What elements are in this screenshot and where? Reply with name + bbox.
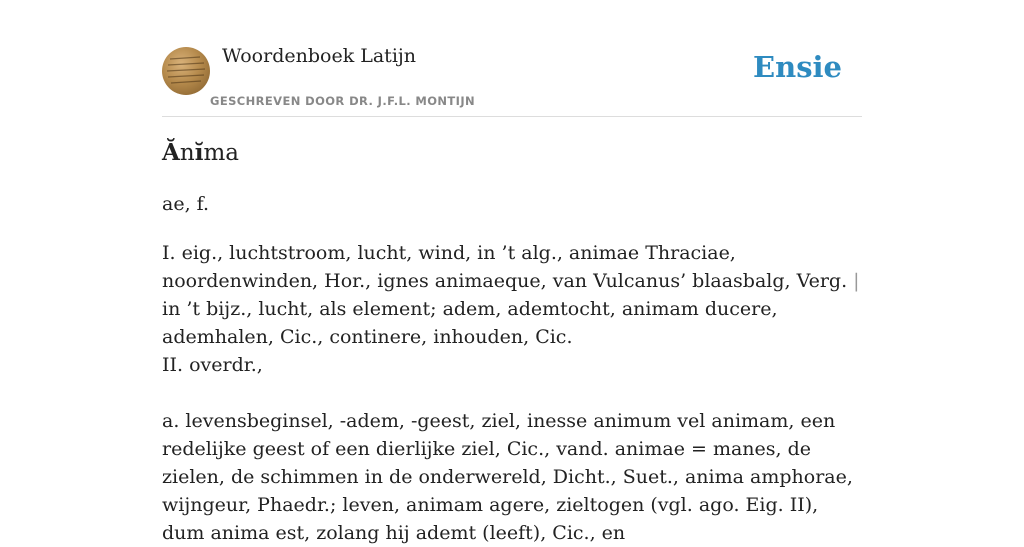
definition-2: II. overdr.,: [162, 354, 263, 376]
author-line: GESCHREVEN DOOR DR. J.F.L. MONTIJN: [210, 94, 476, 108]
definition-text: I. eig., luchtstroom, lucht, wind, in ’t alg., animae Thraciae, noordenwinden, Hor., ignes animaeque, van Vulcanus’ blaasbalg, Verg.: [162, 242, 848, 292]
definition-text: in ’t bijz., lucht, als element; adem, ademtocht, animam ducere, ademhalen, Cic., continere, inhouden, Cic.: [162, 298, 778, 348]
headword-part: Ă: [162, 139, 180, 166]
headword: [162, 139, 239, 166]
ensie-logo[interactable]: Ensie: [753, 50, 842, 84]
headword-part: n: [179, 140, 195, 166]
separator: |: [853, 270, 860, 292]
grammar-info: ae, f.: [162, 193, 210, 215]
book-title[interactable]: Woordenboek Latijn: [222, 45, 417, 67]
definition-1: [162, 239, 862, 351]
definition-3: a. levensbeginsel, -adem, -geest, ziel, inesse animum vel animam, een redelijke geest of een dierlijke ziel, Cic., vand. animae = manes, de zielen, de schimmen in de onderwereld, Dicht., Suet., anima amphorae, wijngeur, Phaedr.; leven, animam agere, zieltogen (vgl. ago. Eig. II), dum anima est, zolang hij ademt (leeft), Cic., en: [162, 410, 853, 544]
headword-part: ma: [203, 140, 239, 166]
book-cover-icon[interactable]: [162, 47, 210, 95]
headword-part: ĭ: [194, 139, 204, 166]
header: [162, 0, 862, 117]
page: [162, 0, 862, 544]
